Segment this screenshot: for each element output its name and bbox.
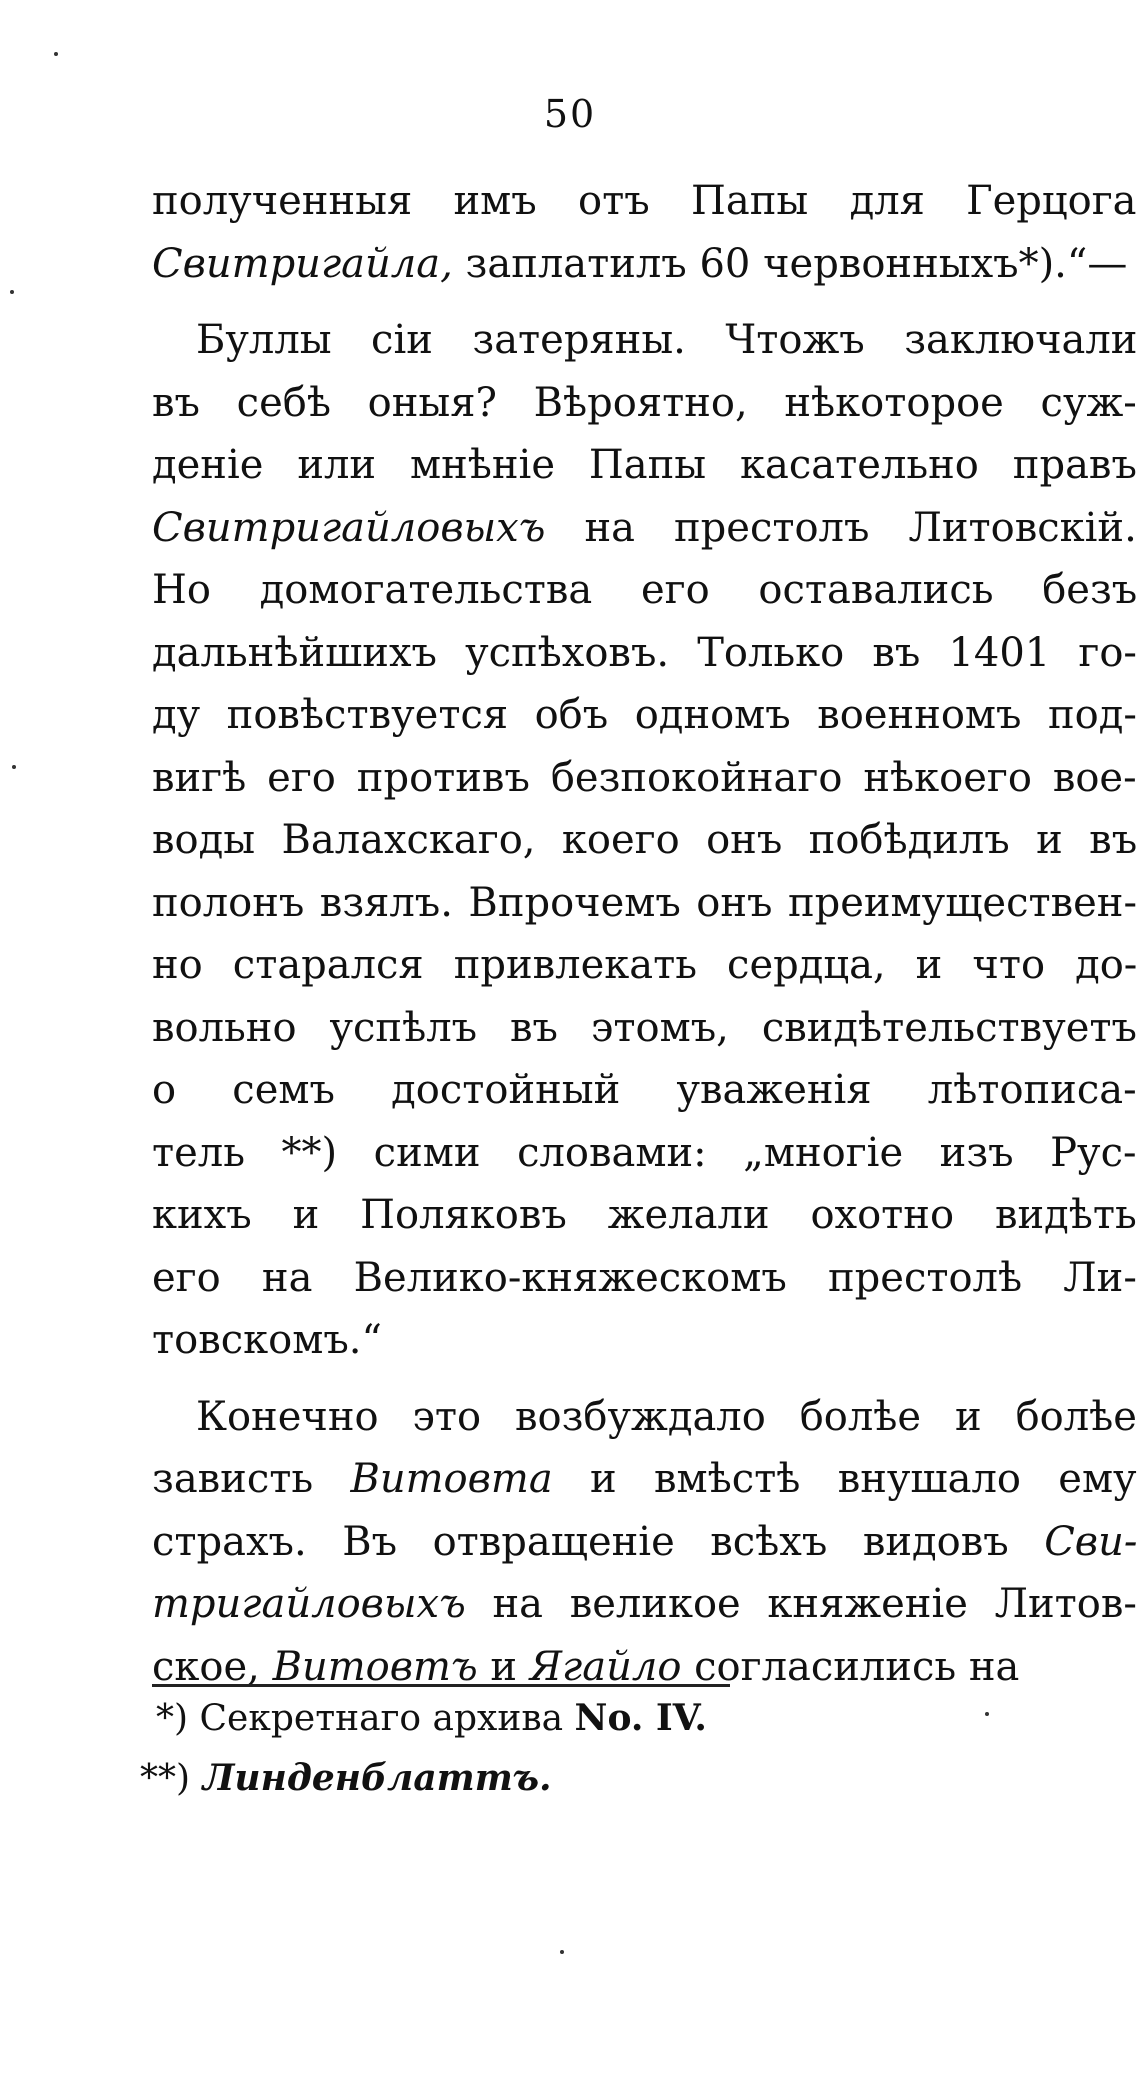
paragraph	[152, 1386, 1137, 1699]
text-run: и вмѣстѣ внушало ему	[552, 1456, 1137, 1502]
italic-name: Ягайло	[529, 1643, 682, 1690]
italic-name: Витовта	[350, 1456, 553, 1502]
footnote-text: Линденблаттъ.	[190, 1757, 552, 1799]
text-line	[152, 1122, 1137, 1185]
text-run: вольно успѣлъ въ этомъ, свидѣтельствуетъ	[152, 1004, 1137, 1051]
text-run: воды Валахскаго, коего онъ побѣдилъ и въ	[152, 817, 1138, 863]
text-line	[152, 1059, 1137, 1122]
text-run: на престолъ Литовскій.	[545, 504, 1137, 551]
text-line	[152, 309, 1137, 372]
footnote-mark: *)	[156, 1698, 189, 1739]
footnote-rule	[152, 1684, 730, 1687]
text-run: товскомъ.“	[152, 1317, 382, 1363]
scan-speck	[560, 1950, 564, 1954]
italic-name: Свитригайла,	[152, 240, 453, 287]
scan-speck	[10, 290, 14, 294]
text-run: дальнѣйшихъ успѣховъ. Только въ 1401 го-	[152, 629, 1137, 676]
text-run: и	[477, 1643, 530, 1690]
text-line	[152, 1573, 1137, 1636]
text-line	[152, 1309, 1137, 1372]
text-run: страхъ. Въ отвращеніе всѣхъ видовъ	[152, 1518, 1045, 1565]
scan-speck	[12, 765, 16, 769]
footnote-text: Секретнаго архива	[188, 1698, 575, 1739]
footnote-reference: No. IV.	[574, 1697, 707, 1739]
text-run: его на Велико-княжескомъ престолѣ Ли-	[152, 1254, 1137, 1301]
text-run: Буллы сіи затеряны. Чтожъ заключали	[196, 317, 1138, 363]
footnote-mark: **)	[140, 1758, 191, 1799]
text-run: но старался привлекать сердца, и что до-	[152, 942, 1138, 988]
text-line	[152, 872, 1137, 935]
text-run: о семъ достойный уваженія лѣтописа-	[152, 1067, 1137, 1113]
paragraph	[152, 309, 1137, 1372]
text-line	[152, 372, 1137, 435]
text-run: на великое княженіе Литов-	[465, 1581, 1137, 1627]
text-run: Конечно это возбуждало болѣе и болѣе	[196, 1393, 1137, 1440]
scan-speck	[985, 1712, 989, 1716]
text-line	[152, 1386, 1137, 1449]
text-line	[152, 1511, 1137, 1574]
text-run: въ себѣ оныя? Вѣроятно, нѣкоторое суж-	[152, 379, 1137, 426]
text-run: тель **) сими словами: „многіе изъ Рус-	[152, 1129, 1137, 1176]
paragraph-gap	[152, 1372, 1137, 1386]
footnotes	[140, 1688, 1125, 1808]
text-line	[152, 497, 1137, 560]
text-line	[152, 809, 1137, 872]
body-text	[152, 170, 1137, 1698]
text-line	[152, 934, 1137, 997]
italic-name: тригайловыхъ	[152, 1581, 466, 1627]
text-line	[152, 747, 1137, 810]
text-line	[152, 1448, 1137, 1511]
text-line	[152, 684, 1137, 747]
paragraph-gap	[152, 295, 1137, 309]
footnote	[140, 1748, 1125, 1808]
text-line	[152, 233, 1137, 296]
italic-name: Сви-	[1044, 1518, 1138, 1565]
italic-name: Витовтъ	[272, 1643, 478, 1690]
scan-speck	[54, 52, 58, 56]
text-run: кихъ и Поляковъ желали охотно видѣть	[152, 1192, 1137, 1238]
text-line	[152, 434, 1137, 497]
text-run: деніе или мнѣніе Папы касательно правъ	[152, 442, 1137, 488]
text-run: зависть	[152, 1456, 351, 1502]
text-run: вигѣ его противъ безпокойнаго нѣкоего вое-	[152, 754, 1137, 801]
text-line	[152, 622, 1137, 685]
text-run: ское,	[152, 1643, 273, 1690]
text-run: заплатилъ 60 червонныхъ*).“—	[452, 240, 1128, 287]
text-run: полученныя имъ отъ Папы для Герцога	[152, 178, 1137, 224]
text-line	[152, 1247, 1137, 1310]
footnote	[140, 1688, 1125, 1748]
text-run: согласились на	[681, 1643, 1020, 1690]
text-line	[152, 559, 1137, 622]
text-run: полонъ взялъ. Впрочемъ онъ преимуществен-	[152, 879, 1137, 926]
paragraph	[152, 170, 1137, 295]
text-line	[152, 1184, 1137, 1247]
text-run: Но домогательства его оставались безъ	[152, 567, 1138, 613]
text-line	[152, 170, 1137, 233]
text-run: ду повѣствуется объ одномъ военномъ под-	[152, 692, 1137, 738]
text-line	[152, 997, 1137, 1060]
italic-name: Свитригайловыхъ	[152, 504, 546, 551]
page-number: 50	[543, 92, 597, 136]
